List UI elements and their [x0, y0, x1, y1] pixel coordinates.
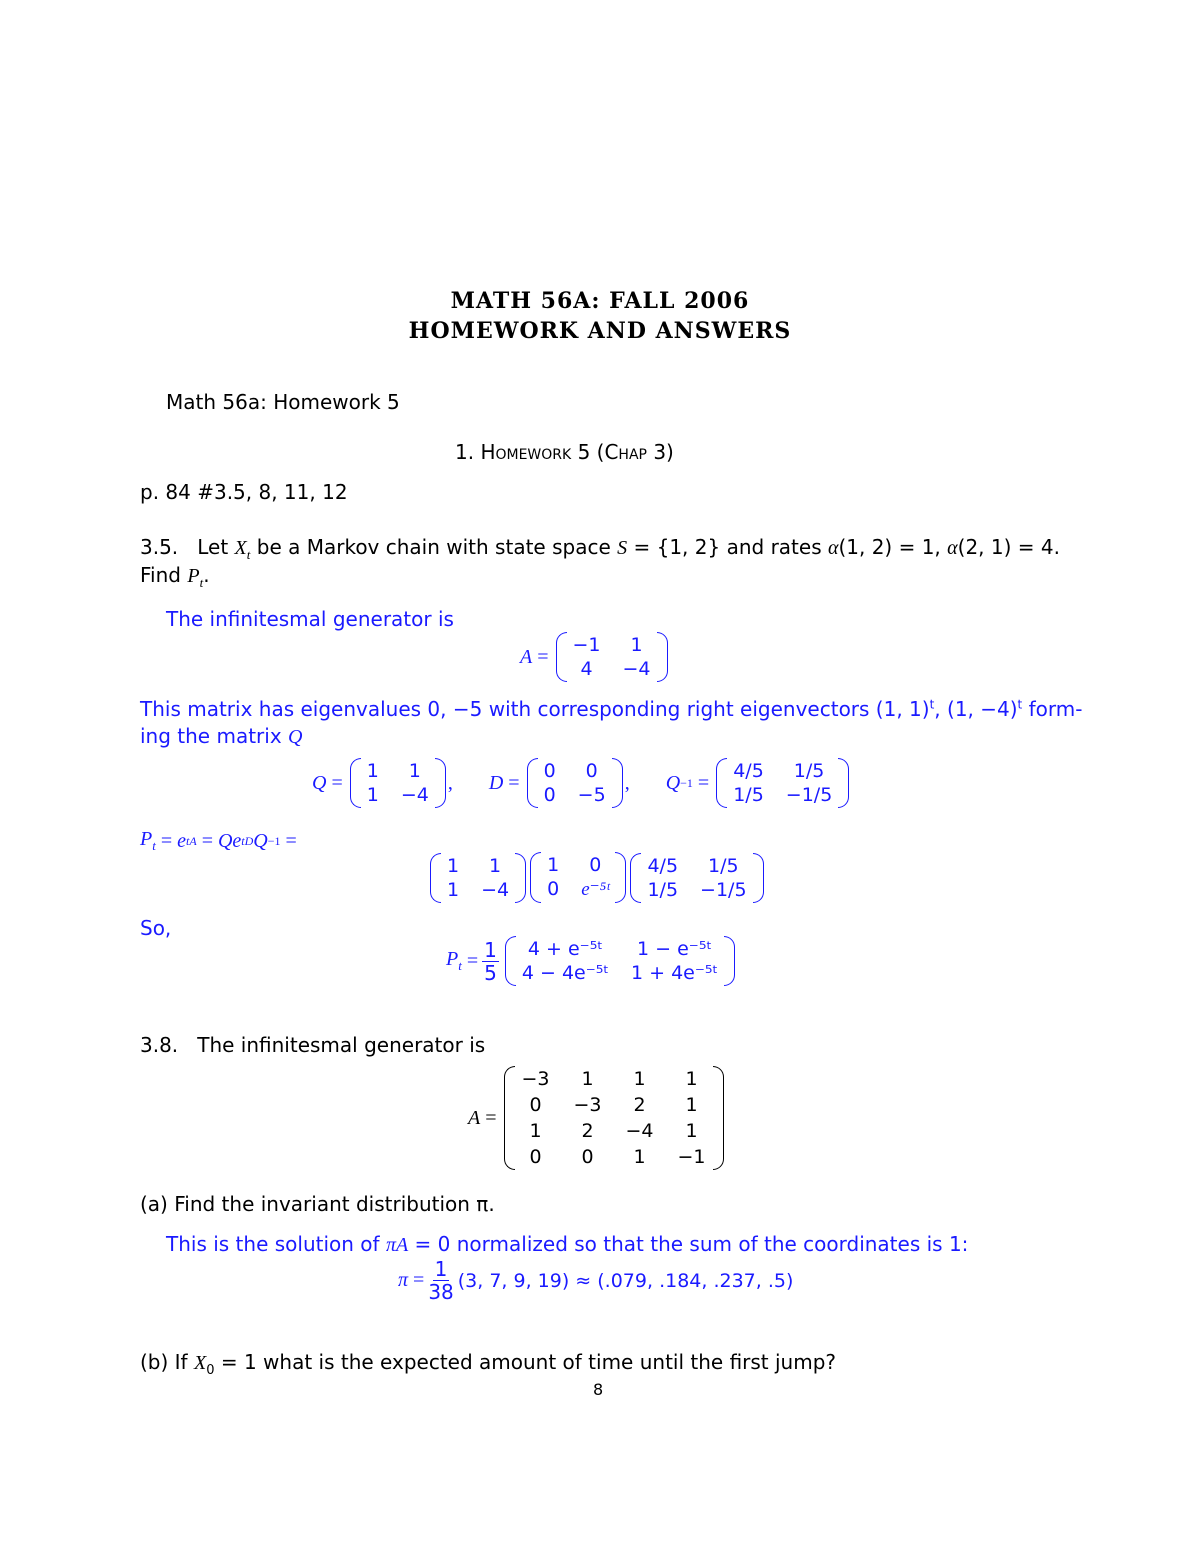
matrix-product: [428, 852, 766, 903]
answer-text: normalized so that the sum of the coordinates is 1:: [456, 1232, 969, 1256]
document-title-line1: MATH 56A: FALL 2006: [450, 288, 750, 314]
question-text: (b) If: [140, 1350, 188, 1374]
problem-number: 3.5.: [140, 535, 179, 559]
eigen-text: This matrix has eigenvalues 0, −5 with corresponding right eigenvectors (1, 1): [140, 697, 930, 721]
eigen-text: ing the matrix: [140, 724, 282, 748]
matrices-Q-D-Qinv: Q = 1 1 1 −4 , D = 0 0 0 −5 , Q −1 = 4/5 1/5 1/5 −1/5: [312, 758, 851, 808]
matrix-A-equation: A = −1 1 4 −4: [520, 632, 670, 682]
pi-vector: (3, 7, 9, 19) ≈ (.079, .184, .237, .5): [457, 1269, 794, 1292]
problem-number: 3.8.: [140, 1033, 179, 1057]
matrix-Q-inverse: 4/5 1/5 1/5 −1/5: [716, 758, 849, 808]
matrix-Q: 1 1 1 −4: [350, 758, 446, 808]
section-heading: [455, 440, 674, 464]
matrix-Q: 1 1 1 −4: [430, 853, 526, 903]
matrix-Pt: 4 + e⁻⁵ᵗ 1 − e⁻⁵ᵗ 4 − 4e⁻⁵ᵗ 1 + 4e⁻⁵ᵗ: [505, 936, 735, 986]
statement-text: and rates: [726, 535, 822, 559]
statement-text: The infinitesmal generator is: [197, 1033, 486, 1057]
problem-38-statement: [140, 1033, 485, 1057]
part-b-question: (b) If $X_0 = 1$ what is the expected amount of time until the first jump?: [140, 1350, 837, 1378]
pi-vector-equation: π = $\frac{1}{38}$ (3, 7, 9, 19) ≈ (.079, .184, .237, .5): [398, 1257, 794, 1304]
section-heading-text: Homework 5 (Chap 3): [480, 440, 674, 464]
part-a-answer: This is the solution of πA = 0 normalized so that the sum of the coordinates is 1:: [166, 1232, 969, 1256]
statement-text: be a Markov chain with state space: [256, 535, 611, 559]
statement-text: Find: [140, 563, 181, 587]
matrix-Q-inverse: 4/5 1/5 1/5 −1/5: [630, 853, 763, 903]
fraction-one-38: $\frac{1}{38}$: [428, 1257, 454, 1304]
problem-35-statement: 3.5. Let $X_t$ be a Markov chain with state space S = {1, 2} and rates α(1, 2) = 1, α(2, 1) = 4.: [140, 535, 1060, 562]
answer-text: This is the solution of: [166, 1232, 380, 1256]
homework-subtitle: Math 56a: Homework 5: [166, 390, 400, 414]
matrix-A-4x4-equation: A = −3 1 1 1 0 −3 2 1 1 2 −4 1 0 0 1 −1: [468, 1066, 726, 1170]
so-label: So,: [140, 916, 172, 940]
Pt-exponential-equation: $P_t$ = e tA = Qe tD Q −1 =: [140, 828, 297, 853]
eigen-text-line1: This matrix has eigenvalues 0, −5 with corresponding right eigenvectors (1, 1)$^t$, (1, −4)$^t$ form-: [140, 697, 1083, 721]
problem-35-find: Find $P_t$.: [140, 563, 210, 590]
generator-intro: The infinitesmal generator is: [166, 607, 454, 631]
question-text: what is the expected amount of time until the first jump?: [263, 1350, 837, 1374]
statement-text: Let: [197, 535, 229, 559]
matrix-D: 0 0 0 −5: [527, 758, 623, 808]
Pt-result-equation: $P_t$ = $\frac{1}{5}$ 4 + e⁻⁵ᵗ 1 − e⁻⁵ᵗ 4 − 4e⁻⁵ᵗ 1 + 4e⁻⁵ᵗ: [446, 936, 737, 986]
document-title-line2: HOMEWORK AND ANSWERS: [408, 318, 792, 344]
section-number: 1.: [455, 440, 475, 464]
page-number: 8: [593, 1380, 604, 1399]
assignment-line: p. 84 #3.5, 8, 11, 12: [140, 480, 348, 504]
matrix-A-4x4: −3 1 1 1 0 −3 2 1 1 2 −4 1 0 0 1 −1: [504, 1066, 724, 1170]
part-a-question: (a) Find the invariant distribution π.: [140, 1192, 495, 1216]
fraction-one-fifth: $\frac{1}{5}$: [484, 937, 497, 985]
matrix-exp-tD: 1 0 0 e⁻⁵ᵗ: [530, 852, 626, 903]
matrix-A: −1 1 4 −4: [556, 632, 668, 682]
eigen-text-line2: ing the matrix Q: [140, 724, 303, 748]
